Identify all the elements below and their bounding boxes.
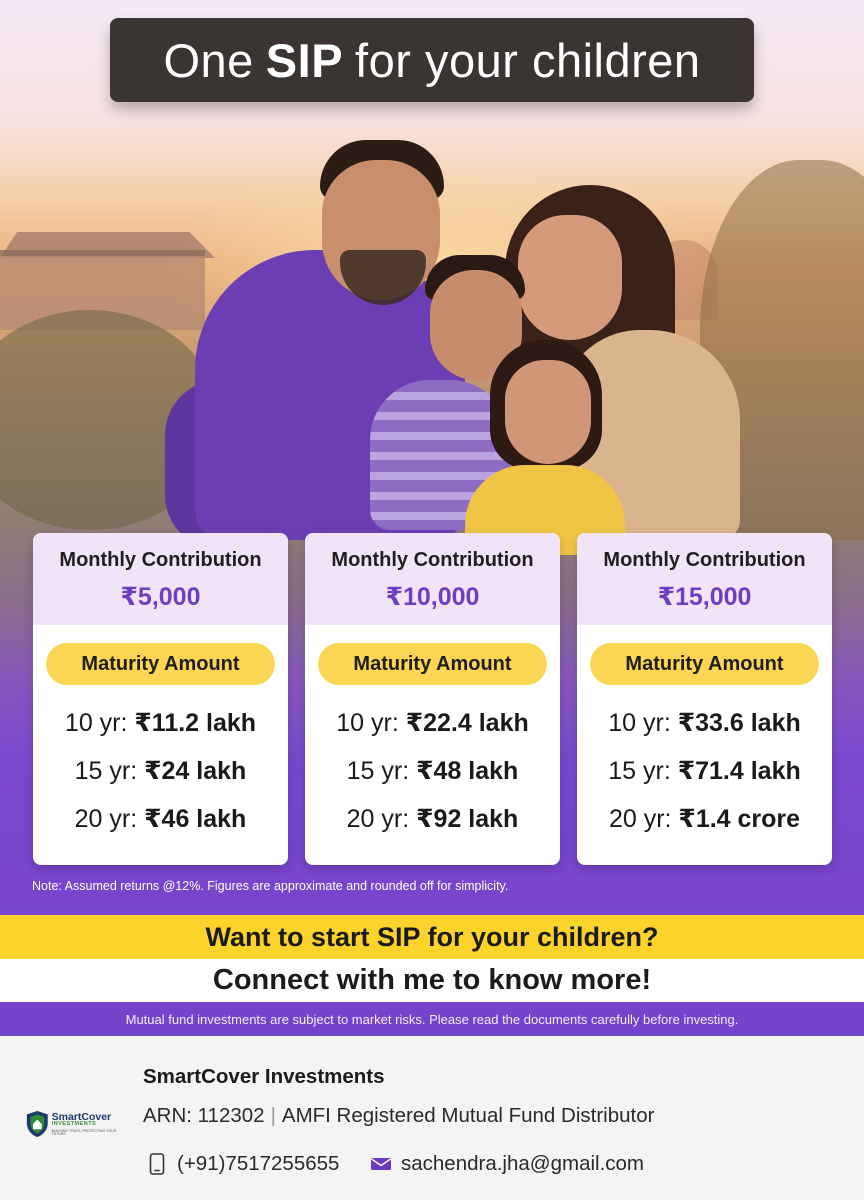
arn-line: [143, 1104, 654, 1128]
maturity-row: [577, 747, 832, 795]
term-label: 15 yr:: [346, 757, 410, 785]
contribution-label: Monthly Contribution: [59, 548, 262, 571]
phone-number: (+91)7517255655: [177, 1152, 340, 1175]
shield-logo-icon: [26, 1108, 49, 1140]
term-label: 10 yr:: [608, 709, 671, 737]
firm-name: SmartCover Investments: [143, 1065, 385, 1088]
term-label: 15 yr:: [74, 757, 138, 785]
term-label: 20 yr:: [608, 805, 672, 833]
mail-icon: [370, 1153, 392, 1175]
maturity-rows: [33, 699, 288, 843]
maturity-row: [305, 747, 560, 795]
maturity-row: [577, 699, 832, 747]
contribution-label: Monthly Contribution: [603, 548, 806, 571]
logo-sub: INVESTMENTS: [51, 1121, 97, 1127]
term-label: 20 yr:: [74, 805, 138, 833]
maturity-row: [305, 699, 560, 747]
email-address: sachendra.jha@gmail.com: [401, 1152, 645, 1175]
mother-head: [518, 215, 622, 340]
company-logo: [26, 1104, 121, 1144]
term-label: 10 yr:: [64, 709, 128, 737]
cta-primary: Want to start SIP for your children?: [0, 915, 864, 959]
term-value: ₹33.6 lakh: [677, 709, 801, 737]
title-pre: One: [163, 33, 254, 87]
plan-card-15000: [577, 533, 832, 865]
maturity-pill: Maturity Amount: [318, 643, 547, 685]
term-label: 15 yr:: [608, 757, 671, 785]
contribution-amount: ₹15,000: [657, 582, 752, 611]
maturity-row: [33, 747, 288, 795]
maturity-rows: [305, 699, 560, 843]
maturity-pill: Maturity Amount: [46, 643, 275, 685]
card-header: [577, 533, 832, 625]
registration-text: AMFI Registered Mutual Fund Distributor: [281, 1104, 655, 1127]
term-value: ₹11.2 lakh: [134, 709, 257, 737]
logo-brand: SmartCover: [51, 1110, 112, 1123]
assumption-note: Note: Assumed returns @12%. Figures are approximate and rounded off for simplicity.: [32, 879, 509, 893]
term-value: ₹24 lakh: [144, 757, 247, 785]
term-value: ₹71.4 lakh: [677, 757, 801, 785]
maturity-row: [305, 795, 560, 843]
maturity-row: [33, 795, 288, 843]
maturity-row: [577, 795, 832, 843]
cta-secondary: Connect with me to know more!: [0, 959, 864, 1002]
term-label: 10 yr:: [336, 709, 399, 737]
email-contact[interactable]: [370, 1152, 644, 1176]
card-header: [305, 533, 560, 625]
contribution-label: Monthly Contribution: [331, 548, 534, 571]
card-header: [33, 533, 288, 625]
plan-card-10000: [305, 533, 560, 865]
arn-separator: |: [270, 1104, 276, 1127]
footer: [0, 1036, 864, 1200]
term-label: 20 yr:: [346, 805, 410, 833]
term-value: ₹1.4 crore: [678, 805, 801, 833]
title-banner: [110, 18, 754, 102]
term-value: ₹92 lakh: [416, 805, 519, 833]
title-bold: SIP: [265, 33, 344, 87]
term-value: ₹48 lakh: [416, 757, 519, 785]
term-value: ₹46 lakh: [144, 805, 247, 833]
girl-head: [505, 360, 591, 464]
contribution-amount: ₹5,000: [120, 582, 201, 611]
phone-icon: [146, 1153, 168, 1175]
risk-disclaimer: Mutual fund investments are subject to market risks. Please read the documents carefully before investing.: [0, 1002, 864, 1036]
maturity-pill: Maturity Amount: [590, 643, 819, 685]
plan-card-5000: [33, 533, 288, 865]
phone-contact[interactable]: [146, 1152, 339, 1176]
logo-text: [52, 1112, 121, 1137]
logo-tagline: BUILDING TRUST, PROTECTING YOUR FUTURE: [51, 1128, 117, 1136]
title-post: for your children: [355, 33, 701, 87]
maturity-rows: [577, 699, 832, 843]
arn-number: ARN: 112302: [143, 1104, 265, 1127]
term-value: ₹22.4 lakh: [405, 709, 529, 737]
maturity-row: [33, 699, 288, 747]
contribution-amount: ₹10,000: [385, 582, 480, 611]
